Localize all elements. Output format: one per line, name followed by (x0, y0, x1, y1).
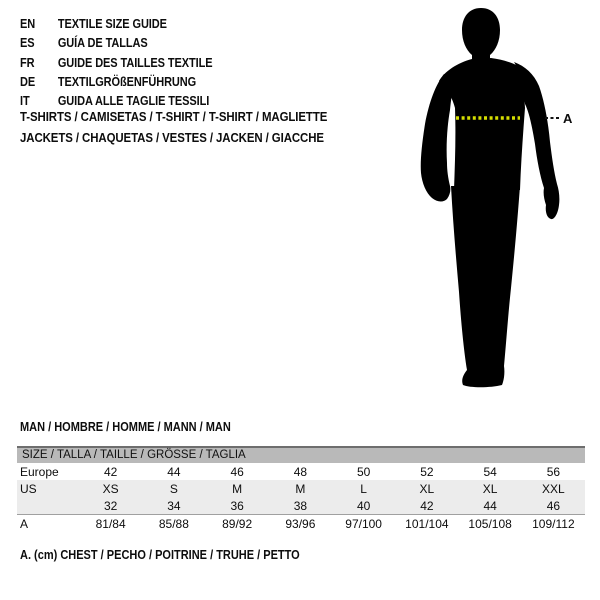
language-title: TEXTILE SIZE GUIDE (57, 17, 167, 31)
size-cell: 42 (420, 498, 434, 513)
size-cell: 56 (546, 464, 561, 479)
row-label: US (20, 481, 37, 496)
size-cell: XS (102, 481, 119, 496)
size-cell: 40 (356, 498, 371, 513)
table-row-us-numeric (17, 497, 585, 514)
row-label: A (20, 517, 29, 531)
language-title: GUÍA DE TALLAS (57, 36, 148, 51)
size-cell: 52 (420, 464, 434, 479)
size-cell: L (360, 481, 367, 496)
language-code: ES (20, 36, 35, 51)
size-cell: 105/108 (468, 517, 512, 531)
size-cell: 54 (483, 464, 497, 479)
silhouette-legs (451, 186, 520, 387)
size-cell: 48 (293, 464, 308, 479)
language-title: GUIDA ALLE TAGLIE TESSILI (57, 94, 210, 109)
size-cell: M (232, 481, 243, 496)
language-code: FR (20, 55, 35, 70)
size-cell: 44 (167, 464, 181, 479)
garment-categories (20, 107, 369, 148)
size-cell: XL (419, 481, 435, 496)
table-zebra-band (17, 480, 585, 515)
language-title: GUIDE DES TAILLES TEXTILE (57, 55, 213, 70)
silhouette-torso (439, 58, 527, 190)
size-cell: M (295, 481, 306, 496)
language-row (20, 73, 213, 92)
size-table-header: SIZE / TALLA / TAILLE / GRÖSSE / TAGLIA (17, 446, 585, 463)
size-cell: 109/112 (532, 517, 575, 531)
size-cell: 46 (230, 464, 244, 479)
language-row (20, 15, 213, 34)
measure-footnote: A. (cm) CHEST / PECHO / POITRINE / TRUHE / PETTO (20, 548, 300, 562)
size-cell: 34 (167, 498, 181, 513)
size-cell: 50 (356, 464, 371, 479)
language-row (20, 54, 213, 73)
size-cell: 36 (230, 498, 244, 513)
silhouette-head (462, 8, 500, 64)
language-title: TEXTILGRÖßENFÜHRUNG (57, 74, 197, 89)
measure-label-a: A (563, 111, 573, 126)
size-cell: 42 (103, 464, 118, 479)
size-cell: 46 (546, 498, 561, 513)
language-code: EN (20, 17, 36, 31)
language-row (20, 34, 213, 53)
table-row-chest (17, 515, 585, 533)
silhouette-left-arm (421, 74, 454, 202)
size-cell: 93/96 (285, 517, 316, 531)
man-silhouette (410, 0, 600, 400)
table-row-europe (17, 463, 585, 480)
size-cell: 38 (293, 498, 308, 513)
table-row-us (17, 480, 585, 497)
size-table (17, 446, 585, 533)
size-cell: 97/100 (345, 517, 382, 531)
size-cell: XL (482, 481, 498, 496)
language-list (20, 15, 213, 111)
size-cell: 81/84 (95, 517, 126, 531)
size-cell: 32 (103, 498, 118, 513)
language-code: IT (20, 94, 30, 109)
size-cell: 44 (483, 498, 497, 513)
row-label: Europe (20, 464, 59, 479)
size-cell: 101/104 (405, 517, 449, 531)
size-cell: 89/92 (222, 517, 253, 531)
size-cell: 85/88 (158, 517, 189, 531)
category-jackets: JACKETS / CHAQUETAS / VESTES / JACKEN / GIACCHE (20, 129, 324, 145)
size-cell: S (169, 481, 178, 496)
category-tshirts: T-SHIRTS / CAMISETAS / T-SHIRT / T-SHIRT / MAGLIETTE (20, 109, 328, 124)
language-code: DE (20, 74, 36, 89)
section-heading-man: MAN / HOMBRE / HOMME / MANN / MAN (20, 420, 231, 434)
size-cell: XXL (542, 481, 565, 496)
